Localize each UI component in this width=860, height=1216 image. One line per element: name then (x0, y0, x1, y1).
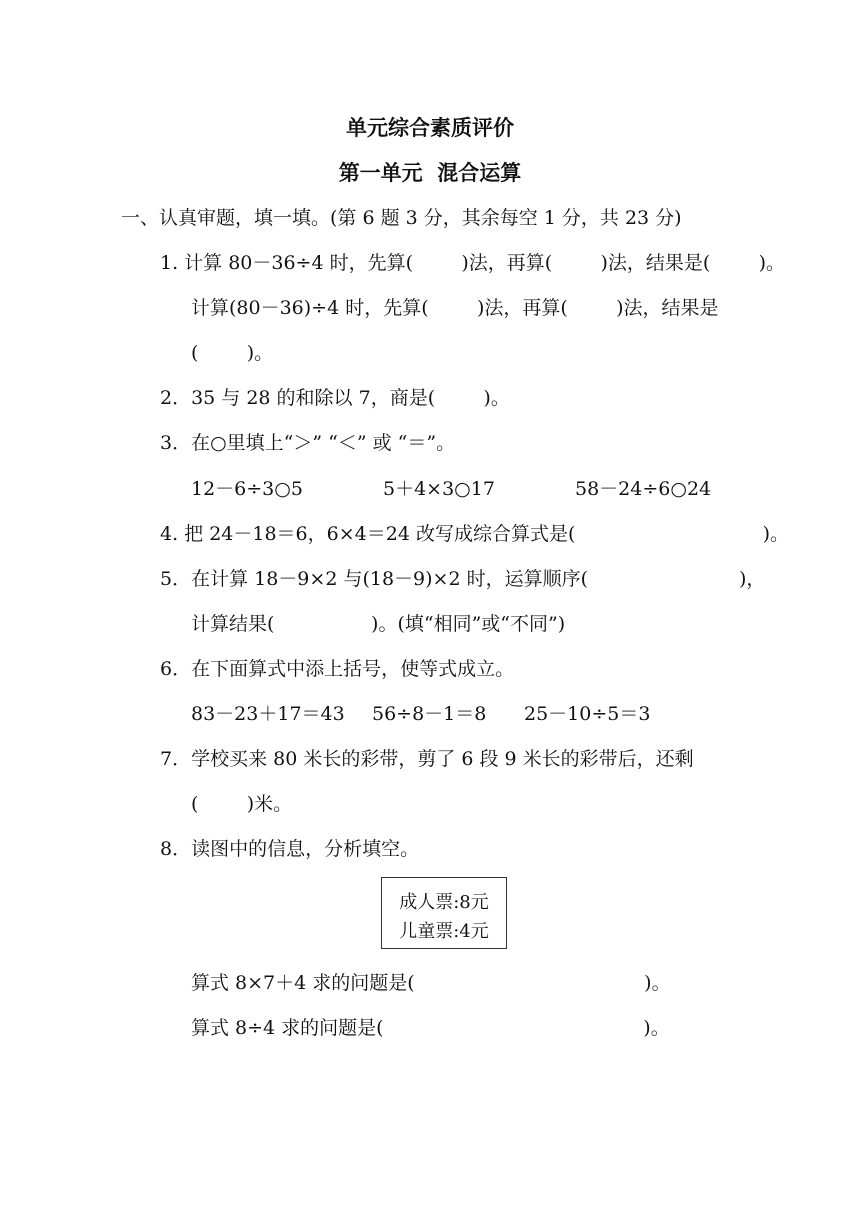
question-8: 8．读图中的信息，分析填空。 (160, 838, 420, 860)
ticket-price-box (381, 877, 507, 949)
question-3: 3．在○里填上“＞” “＜” 或 “＝”。 (160, 432, 456, 454)
question-6: 6．在下面算式中添上括号，使等式成立。 (160, 658, 515, 680)
question-5-line-1: 5．在计算 18－9×2 与(18－9)×2 时，运算顺序( )， (160, 568, 766, 590)
compare-item-3: 58－24÷6○24 (575, 478, 712, 500)
question-7-line-2: ( )米。 (191, 793, 293, 815)
section-heading: 一、认真审题，填一填。(第 6 题 3 分，其余每空 1 分，共 23 分) (121, 207, 682, 229)
question-4: 4. 把 24－18＝6，6×4＝24 改写成综合算式是( )。 (160, 523, 790, 545)
equation-item-1: 83－23＋17＝43 (191, 703, 345, 725)
compare-item-1: 12－6÷3○5 (191, 478, 303, 500)
equation-item-2: 56÷8－1＝8 (372, 703, 487, 725)
compare-item-2: 5＋4×3○17 (383, 478, 495, 500)
page-title: 单元综合素质评价 (346, 116, 514, 140)
unit-subtitle: 第一单元 混合运算 (338, 161, 522, 185)
question-1-line-1: 1. 计算 80－36÷4 时，先算( )法，再算( )法，结果是( )。 (160, 252, 786, 274)
question-1-line-3: ( )。 (191, 342, 274, 364)
question-2: 2．35 与 28 的和除以 7，商是( )。 (160, 387, 510, 409)
question-8-line-1: 算式 8×7＋4 求的问题是( )。 (191, 972, 671, 994)
question-8-line-2: 算式 8÷4 求的问题是( )。 (191, 1017, 670, 1039)
question-5-line-2: 计算结果( )。(填“相同”或“不同”) (191, 613, 566, 635)
equation-item-3: 25－10÷5＝3 (524, 703, 651, 725)
child-ticket-price: 儿童票:4元 (399, 921, 489, 942)
adult-ticket-price: 成人票:8元 (399, 892, 489, 913)
question-7-line-1: 7．学校买来 80 米长的彩带，剪了 6 段 9 米长的彩带后，还剩 (160, 748, 694, 770)
question-1-line-2: 计算(80－36)÷4 时，先算( )法，再算( )法，结果是 (191, 297, 719, 319)
